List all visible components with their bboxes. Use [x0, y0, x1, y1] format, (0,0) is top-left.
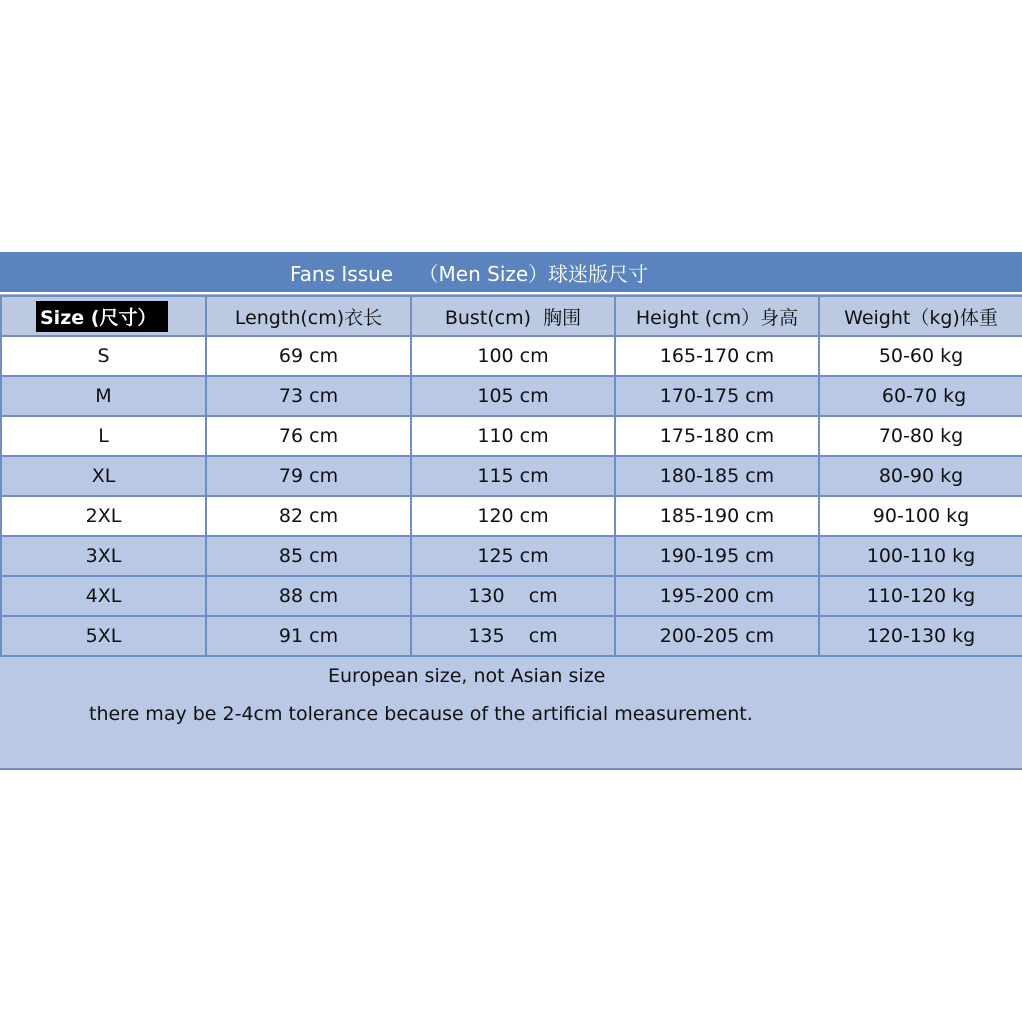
cell-size: M [1, 376, 206, 416]
cell-bust: 125 cm [411, 536, 615, 576]
cell-weight: 110-120 kg [819, 576, 1022, 616]
header-length: Length(cm)衣长 [206, 296, 411, 336]
cell-size: L [1, 416, 206, 456]
cell-length: 82 cm [206, 496, 411, 536]
cell-length: 73 cm [206, 376, 411, 416]
cell-length: 76 cm [206, 416, 411, 456]
cell-bust: 100 cm [411, 336, 615, 376]
table-row [1, 496, 1022, 536]
cell-bust: 130 cm [411, 576, 615, 616]
cell-weight: 50-60 kg [819, 336, 1022, 376]
note-size-standard: European size, not Asian size [328, 665, 606, 687]
size-table [0, 295, 1022, 657]
cell-length: 88 cm [206, 576, 411, 616]
table-row [1, 456, 1022, 496]
cell-height: 170-175 cm [615, 376, 819, 416]
cell-size: 2XL [1, 496, 206, 536]
header-size [1, 296, 206, 336]
cell-weight: 70-80 kg [819, 416, 1022, 456]
header-size-label: Size (尺寸） [36, 301, 168, 332]
cell-length: 69 cm [206, 336, 411, 376]
cell-bust: 105 cm [411, 376, 615, 416]
cell-length: 85 cm [206, 536, 411, 576]
cell-length: 79 cm [206, 456, 411, 496]
cell-height: 190-195 cm [615, 536, 819, 576]
cell-weight: 60-70 kg [819, 376, 1022, 416]
table-row [1, 576, 1022, 616]
cell-bust: 120 cm [411, 496, 615, 536]
note-tolerance: there may be 2-4cm tolerance because of the artificial measurement. [89, 703, 753, 725]
cell-size: S [1, 336, 206, 376]
chart-title: Fans Issue （Men Size）球迷版尺寸 [290, 262, 649, 286]
cell-size: 5XL [1, 616, 206, 656]
cell-weight: 90-100 kg [819, 496, 1022, 536]
size-chart [0, 252, 1022, 770]
table-row [1, 616, 1022, 656]
title-bar [0, 252, 1022, 294]
cell-weight: 80-90 kg [819, 456, 1022, 496]
header-bust: Bust(cm) 胸围 [411, 296, 615, 336]
header-height: Height (cm）身高 [615, 296, 819, 336]
cell-bust: 135 cm [411, 616, 615, 656]
cell-size: 3XL [1, 536, 206, 576]
cell-size: XL [1, 456, 206, 496]
cell-weight: 120-130 kg [819, 616, 1022, 656]
header-weight: Weight（kg)体重 [819, 296, 1022, 336]
cell-height: 180-185 cm [615, 456, 819, 496]
cell-size: 4XL [1, 576, 206, 616]
cell-weight: 100-110 kg [819, 536, 1022, 576]
cell-bust: 110 cm [411, 416, 615, 456]
table-row [1, 536, 1022, 576]
cell-height: 185-190 cm [615, 496, 819, 536]
cell-height: 165-170 cm [615, 336, 819, 376]
cell-height: 200-205 cm [615, 616, 819, 656]
cell-height: 175-180 cm [615, 416, 819, 456]
table-row [1, 376, 1022, 416]
header-row [1, 296, 1022, 336]
table-row [1, 416, 1022, 456]
cell-bust: 115 cm [411, 456, 615, 496]
cell-length: 91 cm [206, 616, 411, 656]
cell-height: 195-200 cm [615, 576, 819, 616]
table-row [1, 336, 1022, 376]
notes-section [0, 655, 1022, 770]
